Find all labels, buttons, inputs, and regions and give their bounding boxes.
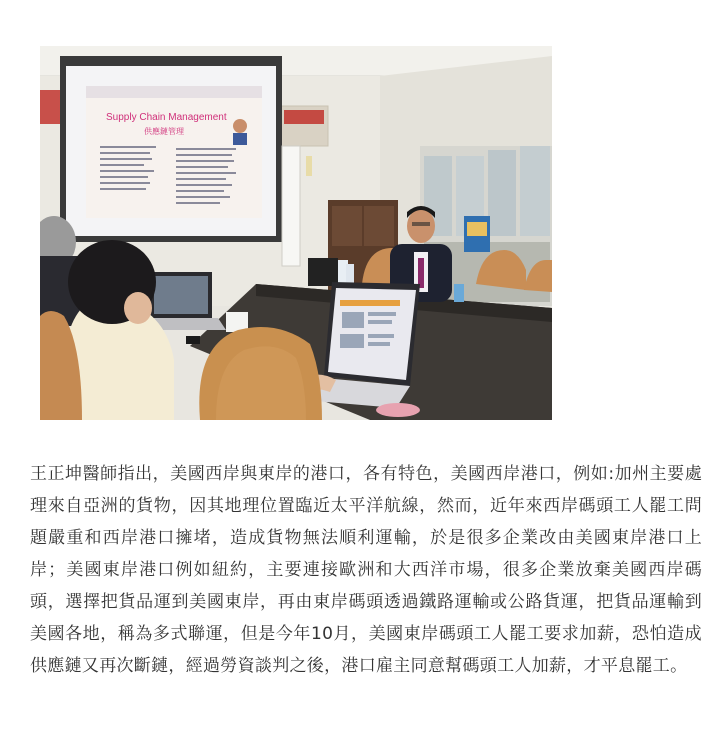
slide-title: Supply Chain Management	[106, 112, 227, 123]
slide-subtitle: 供應鏈管理	[144, 127, 184, 136]
article-paragraph: 王正坤醫師指出，美國西岸與東岸的港口，各有特色，美國西岸港口，例如:加州主要處理來自亞洲的貨物，因其地理位置臨近太平洋航線，然而，近年來西岸碼頭工人罷工問題嚴重和西岸港口擁堵，造成貨物無法順利運輸，於是很多企業改由美國東岸港口上岸；美國東岸港口例如紐約，主要連接歐洲和大西洋市場，很多企業放棄美國西岸碼頭，選擇把貨品運到美國東岸，再由東岸碼頭透過鐵路運輸或公路貨運，把貨品運輸到美國各地，稱為多式聯運，但是今年10月，美國東岸碼頭工人罷工要求加薪，恐怕造成供應鏈又再次斷鏈，經過勞資談判之後，港口雇主同意幫碼頭工人加薪，才平息罷工。	[30, 464, 702, 676]
seminar-photo	[40, 46, 552, 420]
red-window	[40, 90, 60, 124]
article-body	[30, 458, 702, 682]
projection-screen	[60, 56, 282, 242]
